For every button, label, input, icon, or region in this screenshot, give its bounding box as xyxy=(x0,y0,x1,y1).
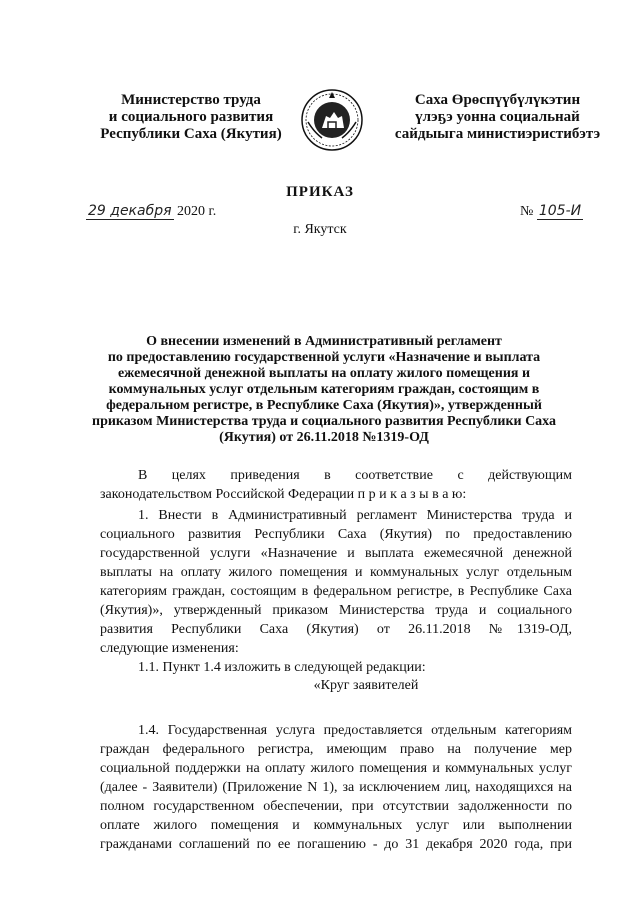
paragraph-line: законодательством Российской Федерации п р и к а з ы в а ю: xyxy=(100,487,467,502)
paragraph-line: оплате жилого помещения и коммунальных услуг или выполнении xyxy=(100,818,572,833)
ministry-name-russian xyxy=(86,92,296,143)
document-type: ПРИКАЗ xyxy=(286,184,354,200)
document-city: г. Якутск xyxy=(293,222,347,237)
paragraph-line: развития Республики Саха (Якутия) от 26.11.2018 №1319-ОД, xyxy=(100,622,572,637)
ministry-name-yakut xyxy=(385,92,610,143)
org-right-line: сайдыыга министиэристибэтэ xyxy=(394,126,601,142)
org-right-line: Саха Өрөспүүбүлүкэтин xyxy=(414,92,581,108)
section-heading: «Круг заявителей xyxy=(313,678,419,693)
intro-paragraph xyxy=(100,466,572,504)
paragraph-line: государственной услуги «Назначение и выплата ежемесячной денежной xyxy=(100,546,572,561)
title-line: (Якутия) от 26.11.2018 №1319-ОД xyxy=(219,430,429,445)
title-line: приказом Министерства труда и социального развития Республики Саха xyxy=(92,414,556,429)
paragraph-line: В целях приведения в соответствие с действующим xyxy=(138,468,572,483)
paragraph-line: категориям граждан, состоящим в федеральном регистре, в Республике Саха xyxy=(100,584,572,599)
paragraph-1-4 xyxy=(100,721,572,854)
paragraph-line: (Якутия)», утвержденный приказом Министерства труда и социального xyxy=(100,603,572,618)
paragraph-line: (далее - Заявители) (Приложение N 1), за исключением лиц, находящихся на xyxy=(100,780,572,795)
paragraph-line: выплаты на оплату жилого помещения и коммунальных услуг отдельным xyxy=(100,565,572,580)
paragraph-line: 1.1. Пункт 1.4 изложить в следующей редакции: xyxy=(138,660,426,675)
handwritten-number: 105-И xyxy=(538,203,582,219)
document-title xyxy=(90,334,558,446)
document-date xyxy=(86,203,216,223)
paragraph-line: граждан федерального регистра, имеющим право на получение мер xyxy=(100,742,572,757)
date-year: 2020 г. xyxy=(177,204,217,219)
paragraph-line: полном государственном обеспечении, при отсутствии задолженности по xyxy=(100,799,572,814)
title-line: коммунальных услуг отдельным категориям граждан, состоящим в xyxy=(108,382,540,397)
title-line: ежемесячной денежной выплаты на оплату жилого помещения и xyxy=(117,366,531,381)
coat-of-arms-emblem xyxy=(300,88,364,152)
number-prefix: № xyxy=(520,204,534,219)
org-left-line: Республики Саха (Якутия) xyxy=(100,126,282,142)
handwritten-date: 29 декабря xyxy=(88,203,172,219)
paragraph-line: 1.4. Государственная услуга предоставляется отдельным категориям xyxy=(138,723,572,738)
paragraph-line: 1. Внести в Административный регламент Министерства труда и xyxy=(138,508,572,523)
paragraph-line: следующие изменения: xyxy=(100,641,239,656)
title-line: федеральном регистре, в Республике Саха (Якутия)», утвержденный xyxy=(106,398,542,413)
title-line: О внесении изменений в Административный регламент xyxy=(146,334,502,349)
paragraph-line: социального развития Республики Саха (Якутия) по предоставлению xyxy=(100,527,572,542)
org-right-line: үлэҕэ уонна социальнай xyxy=(415,109,580,125)
org-left-line: и социального развития xyxy=(108,109,274,125)
paragraph-line: гражданами соглашений по ее погашению - до 31 декабря 2020 года, при xyxy=(100,837,572,852)
paragraph-line: социальной поддержки на оплату жилого помещения и коммунальных услуг xyxy=(100,761,572,776)
document-number xyxy=(520,203,583,220)
paragraph-1-1 xyxy=(100,658,572,677)
org-left-line: Министерство труда xyxy=(121,92,261,108)
paragraph-1 xyxy=(100,506,572,658)
title-line: по предоставлению государственной услуги «Назначение и выплата xyxy=(107,350,541,365)
